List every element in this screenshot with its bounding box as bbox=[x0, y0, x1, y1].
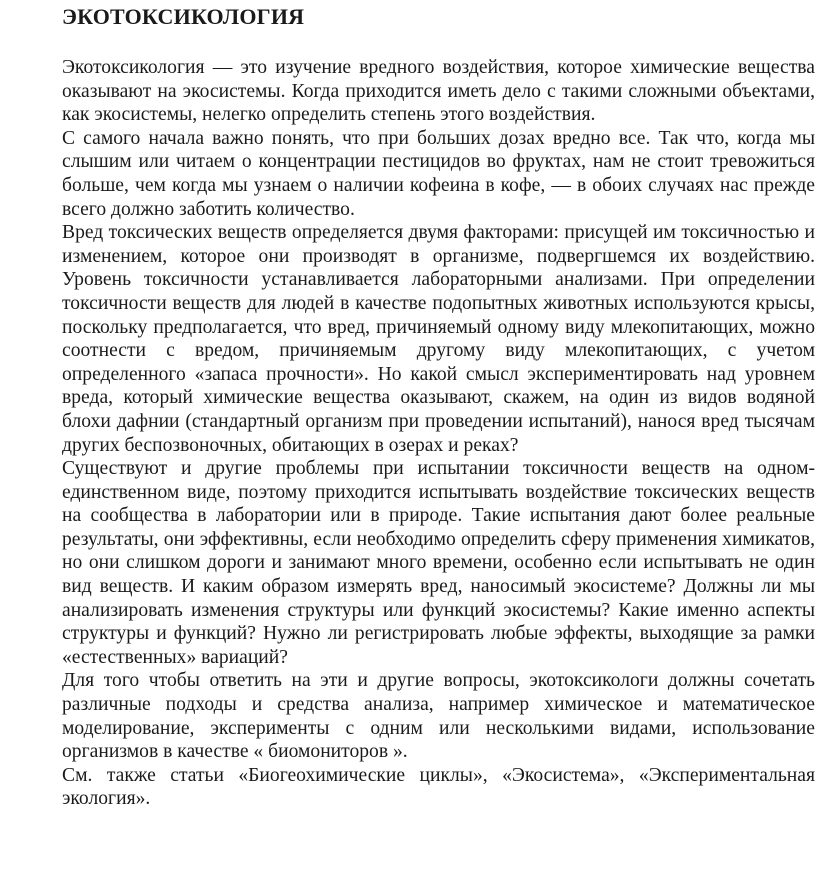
paragraph-dose: С самого начала важно понять, что при больших дозах вредно все. Так что, когда мы слышим или читаем о концентрации пестицидов во фруктах, нам не стоит тревожиться больше, чем когда мы узнаем о наличии кофеина в кофе, — в обоих случаях нас прежде всего должно заботить количество. bbox=[62, 127, 815, 220]
document-page bbox=[62, 4, 815, 811]
document-title: ЭКОТОКСИКОЛОГИЯ bbox=[62, 4, 305, 29]
paragraph-approaches: Для того чтобы ответить на эти и другие вопросы, экотоксикологи должны сочетать различные подходы и средства анализа, например химическое и математическое моделирование, эксперименты с одним или несколькими видами, использование организмов в качестве « биомониторов ». bbox=[62, 670, 815, 763]
paragraph-toxicity-factors: Вред токсических веществ определяется двумя факторами: присущей им токсичностью и изменением, которое они производят в организме, подвергшемся их воздействию. Уровень токсичности устанавливается лабораторными анализами. При определении токсичности веществ для людей в качестве подопытных животных используются крысы, поскольку предполагается, что вред, причиняемый одному виду млекопитающих, можно соотнести с вредом, причиняемым другому виду млекопитающих, с учетом определенного «запаса прочности». Но какой смысл экспериментировать над уровнем вреда, который химические вещества оказывают, скажем, на один из видов водяной блохи дафнии (стандартный организм при проведении испытаний), нанося вред тысячам других беспозвоночных, обитающих в озерах и реках? bbox=[62, 222, 815, 456]
paragraph-testing-problems: Существуют и другие проблемы при испытании токсичности веществ на одном-единственном виде, поэтому приходится испытывать воздействие токсических веществ на сообщества в лаборатории или в природе. Такие испытания дают более реальные результаты, они эффективны, если необходимо определить сферу применения химикатов, но они слишком дороги и занимают много времени, особенно если испытывать не один вид веществ. И каким образом измерять вред, наносимый экосистеме? Должны ли мы анализировать изменения структуры или функций экосистемы? Какие именно аспекты структуры и функций? Нужно ли регистрировать любые эффекты, выходящие за рамки «естественных» вариаций? bbox=[62, 458, 815, 668]
paragraph-definition: Экотоксикология — это изучение вредного воздействия, которое химические вещества оказывают на экосистемы. Когда приходится иметь дело с такими сложными объектами, как экосистемы, нелегко определить степень этого воздействия. bbox=[62, 57, 815, 126]
paragraph-see-also: См. также статьи «Биогеохимические циклы», «Экосистема», «Экспериментальная экология». bbox=[62, 764, 815, 810]
